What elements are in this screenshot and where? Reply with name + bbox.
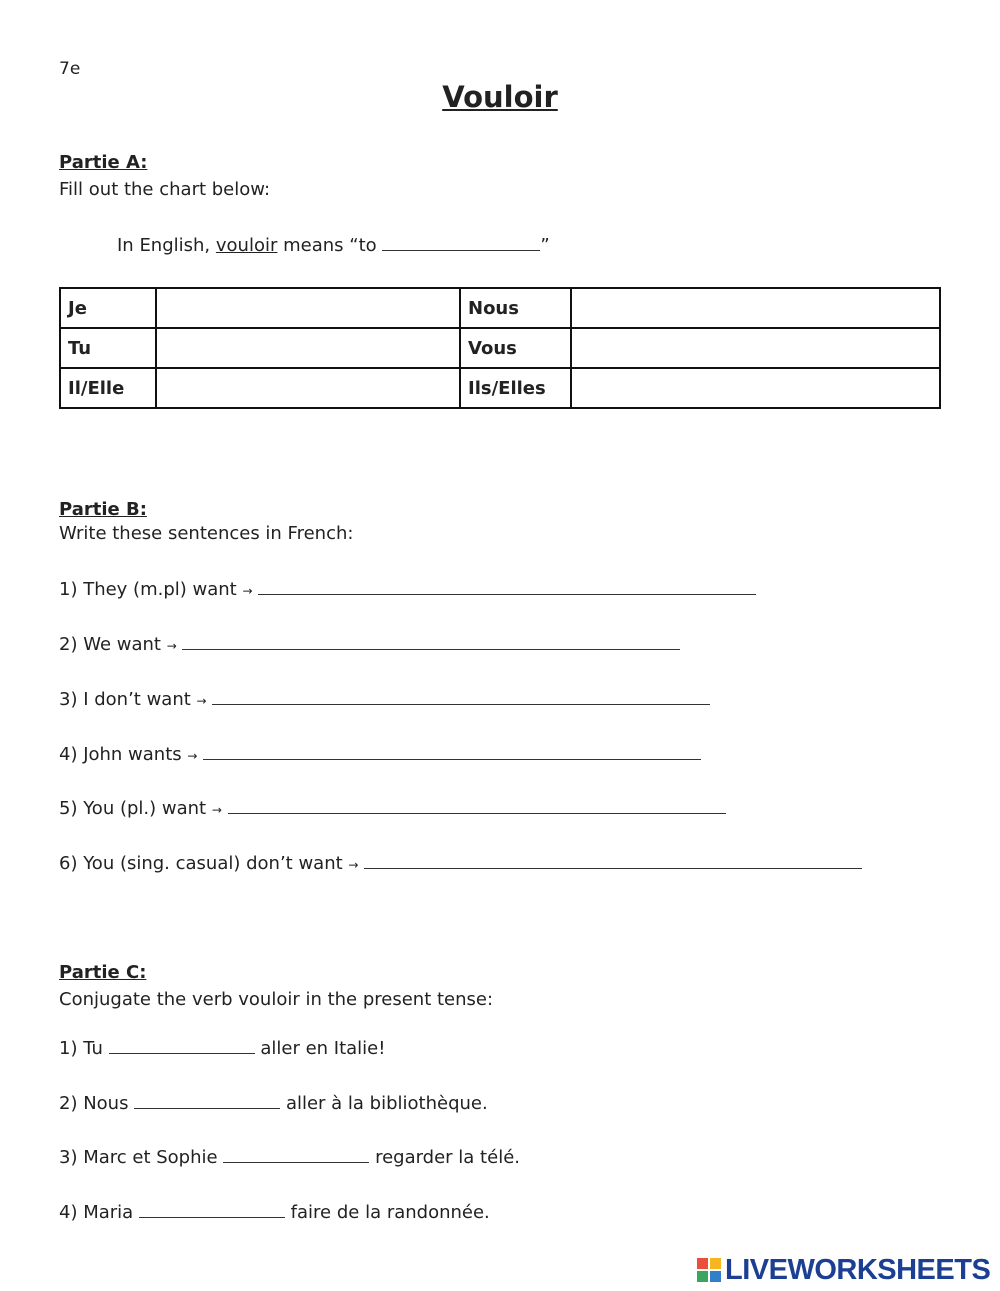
sentence-start: 1) Tu xyxy=(59,1038,103,1059)
list-item xyxy=(59,688,710,710)
answer-cell[interactable] xyxy=(571,368,940,408)
answer-blank[interactable] xyxy=(139,1201,285,1218)
pronoun-cell: Nous xyxy=(460,288,571,328)
table-row xyxy=(60,368,940,408)
sentence-end: aller à la bibliothèque. xyxy=(285,1093,488,1114)
pronoun-cell: Ils/Elles xyxy=(460,368,571,408)
sentence-end: regarder la télé. xyxy=(375,1147,520,1168)
meaning-suffix: ” xyxy=(540,235,550,256)
arrow-icon: → xyxy=(211,803,222,817)
meaning-word: vouloir xyxy=(215,235,278,256)
pronoun-cell: Il/Elle xyxy=(60,368,156,408)
answer-cell[interactable] xyxy=(571,288,940,328)
meaning-blank[interactable] xyxy=(382,234,540,251)
answer-cell[interactable] xyxy=(571,328,940,368)
arrow-icon: → xyxy=(196,694,207,708)
answer-blank[interactable] xyxy=(364,852,862,869)
answer-cell[interactable] xyxy=(156,328,460,368)
list-item xyxy=(59,1037,385,1059)
conjugation-table xyxy=(59,287,941,409)
sentence-prompt: 6) You (sing. casual) don’t want xyxy=(59,853,343,874)
answer-blank[interactable] xyxy=(203,743,701,760)
answer-cell[interactable] xyxy=(156,368,460,408)
part-b-heading: Partie B: xyxy=(59,499,147,520)
sentence-start: 3) Marc et Sophie xyxy=(59,1147,218,1168)
list-item xyxy=(59,852,862,874)
pronoun-cell: Tu xyxy=(60,328,156,368)
part-a-heading: Partie A: xyxy=(59,152,148,173)
list-item xyxy=(59,633,680,655)
sentence-prompt: 1) They (m.pl) want xyxy=(59,579,237,600)
arrow-icon: → xyxy=(187,749,198,763)
grade-label: 7e xyxy=(59,59,81,79)
worksheet-title: Vouloir xyxy=(442,80,558,114)
answer-blank[interactable] xyxy=(258,578,756,595)
list-item xyxy=(59,743,701,765)
part-b-instruction: Write these sentences in French: xyxy=(59,523,354,544)
sentence-start: 2) Nous xyxy=(59,1093,129,1114)
answer-blank[interactable] xyxy=(134,1092,280,1109)
list-item xyxy=(59,797,726,819)
table-row xyxy=(60,288,940,328)
part-a-instruction: Fill out the chart below: xyxy=(59,179,271,200)
arrow-icon: → xyxy=(242,584,253,598)
answer-blank[interactable] xyxy=(109,1037,255,1054)
sentence-prompt: 2) We want xyxy=(59,634,161,655)
answer-blank[interactable] xyxy=(223,1146,369,1163)
pronoun-cell: Vous xyxy=(460,328,571,368)
sentence-prompt: 4) John wants xyxy=(59,744,182,765)
arrow-icon: → xyxy=(348,858,359,872)
answer-blank[interactable] xyxy=(182,633,680,650)
logo-text: LIVEWORKSHEETS xyxy=(725,1253,991,1286)
part-c-instruction: Conjugate the verb vouloir in the present tense: xyxy=(59,989,494,1010)
table-row xyxy=(60,328,940,368)
liveworksheets-logo xyxy=(697,1254,993,1286)
sentence-prompt: 5) You (pl.) want xyxy=(59,798,207,819)
answer-blank[interactable] xyxy=(228,797,726,814)
answer-blank[interactable] xyxy=(212,688,710,705)
list-item xyxy=(59,1146,520,1168)
list-item xyxy=(59,1092,488,1114)
sentence-start: 4) Maria xyxy=(59,1202,134,1223)
meaning-prefix: In English, xyxy=(117,235,216,256)
part-c-heading: Partie C: xyxy=(59,962,147,983)
meaning-line xyxy=(117,234,550,256)
logo-cubes-icon xyxy=(697,1258,721,1282)
sentence-end: aller en Italie! xyxy=(260,1038,386,1059)
answer-cell[interactable] xyxy=(156,288,460,328)
sentence-end: faire de la randonnée. xyxy=(290,1202,490,1223)
list-item xyxy=(59,1201,490,1223)
sentence-prompt: 3) I don’t want xyxy=(59,689,191,710)
list-item xyxy=(59,578,756,600)
meaning-middle: means “to xyxy=(277,235,383,256)
arrow-icon: → xyxy=(166,639,177,653)
pronoun-cell: Je xyxy=(60,288,156,328)
